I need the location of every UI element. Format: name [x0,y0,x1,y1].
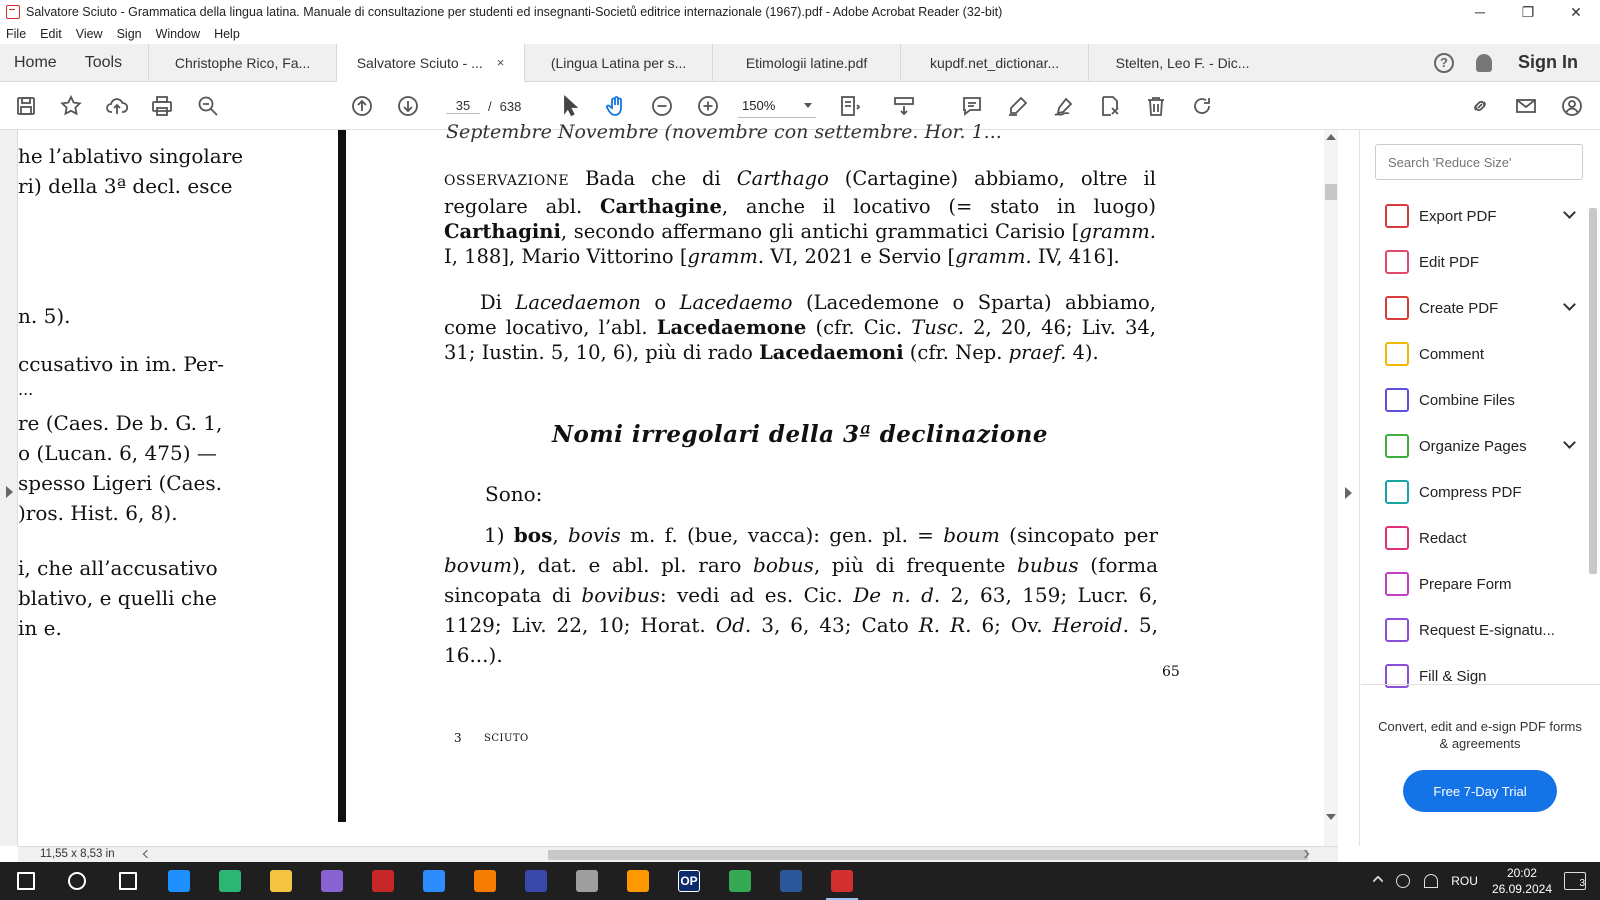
document-tab[interactable] [900,44,1088,81]
task-view-icon[interactable] [106,862,150,900]
close-window-button[interactable]: ✕ [1570,3,1582,20]
tool-item-label: Compress PDF [1419,483,1522,501]
section-heading: Nomi irregolari della 3ª declinazione [551,421,1049,448]
sign-pen-icon[interactable] [1050,92,1078,120]
tool-item[interactable] [1361,240,1586,284]
taskbar-glyph [219,870,241,892]
account-icon[interactable] [1558,92,1586,120]
page-up-icon[interactable] [348,92,376,120]
window-title: Salvatore Sciuto - Grammatica della lingua latina. Manuale di consultazione per studenti ed insegnanti-Societů editrice internazionale (1967).pdf - Adobe Acrobat Reader (32-bit) [26,5,1003,19]
acrobat-app-icon [6,5,20,19]
page-size-readout: 11,55 x 8,53 in [40,848,115,860]
menu-help[interactable]: Help [214,27,240,41]
clock[interactable] [1492,865,1552,897]
select-cursor-icon[interactable] [556,92,584,120]
document-page [354,121,1324,846]
document-tab-label: kupdf.net_dictionar... [929,54,1060,71]
document-tab-label: Christophe Rico, Fa... [174,54,311,71]
observation-paragraph: OSSERVAZIONE Bada che di Carthago (Cartagine) abbiamo, oltre il regolare abl. Carthagine, anche il locativo (= stato in luogo) Carthagini, secondo affermano gli antichi grammatici Carisio [gramm. I, 188], Mario Vittorino [gramm. VI, 2021 e Servio [gramm. IV, 416]. [444,167,1156,268]
scroll-left-icon[interactable] [143,850,151,858]
taskbar-glyph [372,870,394,892]
scroll-up-icon[interactable] [1326,134,1336,140]
chevron-up-icon[interactable] [1373,875,1384,886]
tool-item[interactable] [1361,194,1586,238]
chevron-down-icon [804,103,812,108]
text-line: ... [18,380,34,399]
title-bar [0,0,1600,24]
hand-tool-icon[interactable] [602,92,630,120]
comment-icon[interactable] [958,92,986,120]
text-line: blativo, e quelli che [18,586,217,610]
zoom-search-icon[interactable] [194,92,222,120]
close-tab-icon[interactable]: × [496,55,505,70]
delete-icon[interactable] [1142,92,1170,120]
taskbar-glyph [270,870,292,892]
text-line: )ros. Hist. 6, 8). [18,501,178,525]
right-pane-collapse-toggle[interactable] [1338,130,1360,846]
tool-item[interactable] [1361,608,1586,652]
help-icon[interactable]: ? [1434,53,1454,73]
microphone-icon[interactable] [1396,874,1410,888]
app-red-icon[interactable] [361,862,405,900]
combine-files-icon [1385,388,1409,412]
vlc-icon[interactable] [463,862,507,900]
page-fit-icon[interactable] [836,92,864,120]
tool-item-label: Export PDF [1419,207,1497,225]
bos-paragraph: 1) bos, bovis m. f. (bue, vacca): gen. pl. = boum (sincopato per bovum), dat. e abl. pl. raro bobus, più di frequente bubus (forma sincopata di bovibus: vedi ad es. Cic. De n. d. 2, 63, 159; Lucr. 6, 1129; Liv. 22, 10; Horat. Od. 3, 6, 43; Cato R. R. 6; Ov. Heroid. 5, 16...). [444,523,1159,667]
prepare-form-icon [1385,572,1409,596]
chevron-down-icon[interactable] [1563,206,1576,219]
text-line: ri) della 3ª decl. esce [18,174,233,198]
taskbar-glyph [780,870,802,892]
taskbar-glyph [627,870,649,892]
page-down-icon[interactable] [394,92,422,120]
lacedaemon-paragraph: Di Lacedaemon o Lacedaemo (Lacedemone o Sparta) abbiamo, come locativo, l’abl. Lacedaemone (cfr. Cic. Tusc. 2, 20, 46; Liv. 34, 31; Iustin. 5, 10, 6), più di rado Lacedaemoni (cfr. Nep. praef. 4). [444,291,1156,364]
tools-scrollbar[interactable] [1587,194,1599,684]
menu-edit[interactable]: Edit [40,27,62,41]
taskbar-glyph [17,872,35,890]
tool-item[interactable] [1361,286,1586,330]
promo-text: Convert, edit and e-sign PDF forms & agreements [1378,719,1582,751]
tools-pane [1361,130,1600,846]
tool-item-label: Edit PDF [1419,253,1480,271]
notifications-bell-icon[interactable] [1476,54,1492,72]
tools-list [1361,190,1586,684]
chevron-down-icon[interactable] [1563,298,1576,311]
upload-icon[interactable] [103,92,131,120]
minimize-button[interactable]: ─ [1475,4,1485,20]
save-icon[interactable] [12,92,40,120]
system-tray [1367,862,1600,900]
sono-label: Sono: [485,482,543,506]
text-line: re (Caes. De b. G. 1, [18,411,223,435]
menu-bar [0,24,1600,44]
tool-item[interactable] [1361,332,1586,376]
wifi-icon[interactable] [1424,874,1438,888]
tool-item-label: Request E-signatu... [1419,621,1555,639]
tool-item-label: Prepare Form [1419,575,1512,593]
document-tab-label: Stelten, Leo F. - Dic... [1115,54,1250,71]
word-icon[interactable] [769,862,813,900]
media-player-icon[interactable] [616,862,660,900]
menu-window[interactable]: Window [155,27,201,41]
windows-start-icon[interactable] [4,862,48,900]
signature-number: 3 [454,731,462,745]
zoom-select[interactable] [738,94,816,118]
tool-item[interactable] [1361,424,1586,468]
export-pdf-icon [1385,204,1409,228]
divider [1361,684,1600,685]
print-icon[interactable] [148,92,176,120]
tool-item[interactable] [1361,378,1586,422]
tool-item-label: Combine Files [1419,391,1515,409]
redact-icon [1385,526,1409,550]
tool-item[interactable] [1361,516,1586,560]
taskbar-glyph: OP [678,870,700,892]
menu-sign[interactable]: Sign [116,27,142,41]
tab-bar [0,44,1600,82]
taskbar-glyph [576,870,598,892]
onenote-icon[interactable] [310,862,354,900]
rotate-icon[interactable] [1188,92,1216,120]
scroll-thumb[interactable] [1589,208,1597,574]
edge-icon[interactable] [208,862,252,900]
chevron-down-icon[interactable] [1563,436,1576,449]
taskbar-glyph [423,870,445,892]
document-tab-label: Etimologii latine.pdf [745,54,868,71]
document-vertical-scrollbar[interactable] [1324,130,1338,846]
search-icon[interactable] [55,862,99,900]
chrome-icon[interactable] [718,862,762,900]
taskbar-glyph [68,872,86,890]
text-line: ccusativo in im. Per- [18,352,225,376]
language-indicator[interactable]: ROU [1451,874,1478,888]
text-line: n. 5). [18,304,71,328]
tab-tools[interactable]: Tools [84,53,123,71]
taskbar-glyph [831,870,853,892]
windows-taskbar [0,862,1600,900]
zoom-icon[interactable] [412,862,456,900]
taskbar-glyph [729,870,751,892]
text-line: spesso Ligeri (Caes. [18,471,222,495]
restore-button[interactable]: ❐ [1521,3,1535,20]
acrobat-icon[interactable] [820,862,864,900]
tool-item-label: Organize Pages [1419,437,1527,455]
tool-item[interactable] [1361,562,1586,606]
observation-label: OSSERVAZIONE [444,173,570,189]
left-navigation-pane-toggle[interactable] [0,130,18,846]
horizontal-scroll-thumb[interactable] [548,850,1308,860]
op-app-icon[interactable] [667,862,711,900]
zoom-in-icon[interactable] [694,92,722,120]
text-line: o (Lucan. 6, 475) — [18,441,217,465]
comment-tool-icon [1385,342,1409,366]
tool-item[interactable] [1361,470,1586,514]
menu-view[interactable]: View [75,27,103,41]
document-tab-label: Salvatore Sciuto - ... [356,54,483,71]
stamp-icon[interactable] [1096,92,1124,120]
taskbar-glyph [119,872,137,890]
scroll-mode-icon[interactable] [890,92,918,120]
document-tab[interactable] [524,44,712,81]
zoom-out-icon[interactable] [648,92,676,120]
text-line: he l’ablativo singolare [18,144,244,168]
tool-item-label: Create PDF [1419,299,1499,317]
page-separator: / [488,98,492,114]
file-explorer-icon[interactable] [259,862,303,900]
status-bar [18,846,1338,862]
page-gutter [346,130,354,846]
taskbar-glyph [168,870,190,892]
taskbar-glyph [525,870,547,892]
tab-home[interactable]: Home [14,53,57,71]
internet-explorer-icon[interactable] [157,862,201,900]
page-spine-shadow [338,130,346,822]
document-tab[interactable] [1088,44,1276,81]
document-tab-active[interactable] [336,44,524,82]
sign-in-button[interactable]: Sign In [1518,52,1578,72]
scroll-down-icon[interactable] [1326,814,1336,820]
floppy-app-icon[interactable] [514,862,558,900]
page-navigator [446,94,540,118]
current-page-input[interactable]: 35 [446,98,480,114]
taskbar-glyph [321,870,343,892]
edit-pdf-icon [1385,250,1409,274]
request-esign-icon [1385,618,1409,642]
tool-item-label: Redact [1419,529,1467,547]
create-pdf-icon [1385,296,1409,320]
tool-item-label: Fill & Sign [1419,667,1487,685]
text-line: i, che all’accusativo [18,556,218,580]
total-pages: 638 [499,98,522,114]
cut-off-line: Septembre Novembre (novembre con settembre. Hor. 1... [446,121,1002,143]
star-icon[interactable] [57,92,85,120]
tools-search-input[interactable] [1375,144,1583,180]
tool-item[interactable] [1361,654,1586,698]
chevron-right-icon [6,486,13,498]
notification-center-icon[interactable] [1564,872,1586,890]
organize-pages-icon [1385,434,1409,458]
highlight-pen-icon[interactable] [1004,92,1032,120]
share-link-icon[interactable] [1466,92,1494,120]
zoom-value: 150% [742,98,776,113]
previous-page [18,130,340,846]
document-tab[interactable] [712,44,900,81]
text-line: in e. [18,616,62,640]
tool-item-label: Comment [1419,345,1485,363]
signature-name: SCIUTO [484,733,529,744]
network-app-icon[interactable] [565,862,609,900]
free-trial-button[interactable]: Free 7-Day Trial [1403,770,1557,812]
taskbar-glyph [474,870,496,892]
clock-time: 20:02 [1506,866,1537,880]
document-tab[interactable] [148,44,336,81]
email-icon[interactable] [1512,92,1540,120]
clock-date: 26.09.2024 [1491,882,1552,896]
document-tab-label: (Lingua Latina per s... [550,54,687,71]
compress-pdf-icon [1385,480,1409,504]
page-number: 65 [1162,664,1180,680]
chevron-right-icon [1345,487,1352,499]
menu-file[interactable]: File [6,27,27,41]
scroll-thumb[interactable] [1325,184,1337,200]
notification-count: 3 [1579,878,1585,889]
